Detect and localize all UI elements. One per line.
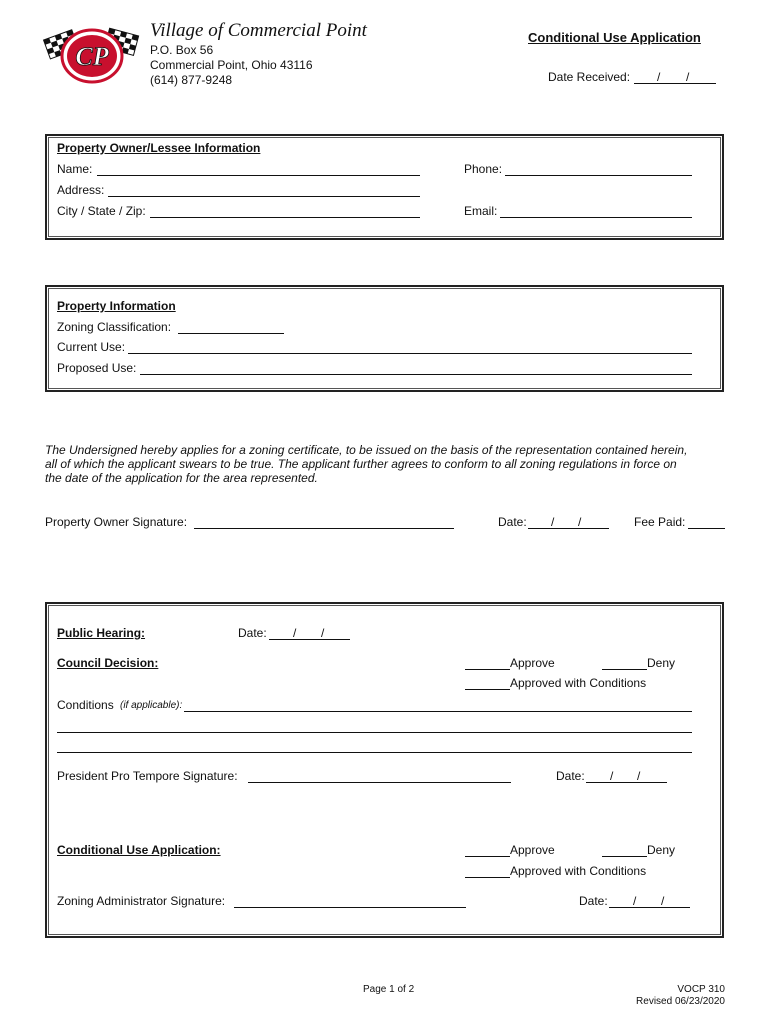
council-approve-blank[interactable]: [465, 669, 510, 670]
owner-email-label: Email:: [464, 204, 498, 218]
logo-lettering: CP: [75, 42, 109, 71]
zoning-classification-field[interactable]: [178, 333, 284, 334]
cu-approve-label: Approve: [510, 843, 555, 857]
owner-city-label: City / State / Zip:: [57, 204, 146, 218]
form-code: VOCP 310: [677, 984, 725, 995]
council-deny-label: Deny: [647, 656, 676, 670]
president-date-label: Date:: [556, 769, 585, 783]
page-number: Page 1 of 2: [363, 984, 415, 995]
village-name: Village of Commercial Point: [150, 20, 367, 41]
owner-date-field[interactable]: [528, 528, 609, 529]
owner-signature-label: Property Owner Signature:: [45, 515, 188, 529]
owner-date-sep-2: /: [578, 515, 582, 529]
admin-date-field[interactable]: [609, 907, 690, 908]
council-approved-conditions-blank[interactable]: [465, 689, 510, 690]
date-received-sep-1: /: [657, 70, 661, 84]
hearing-date-field[interactable]: [269, 639, 350, 640]
hearing-date-label: Date:: [238, 626, 267, 640]
cu-approved-conditions-blank[interactable]: [465, 877, 510, 878]
conditions-if-applicable: (if applicable):: [120, 700, 183, 711]
cu-application-label: Conditional Use Application:: [57, 843, 221, 857]
zoning-classification-label: Zoning Classification:: [57, 320, 172, 334]
president-date-sep-1: /: [610, 769, 614, 783]
owner-address-label: Address:: [57, 183, 105, 197]
president-signature-field[interactable]: [248, 782, 511, 783]
council-approved-conditions-label: Approved with Conditions: [510, 676, 647, 690]
village-logo: [42, 24, 142, 86]
admin-date-label: Date:: [579, 894, 608, 908]
conditions-label: Conditions: [57, 698, 114, 712]
owner-city-field[interactable]: [150, 217, 420, 218]
date-received-sep-2: /: [686, 70, 690, 84]
owner-name-label: Name:: [57, 162, 93, 176]
proposed-use-label: Proposed Use:: [57, 361, 137, 375]
conditions-field-1[interactable]: [184, 711, 692, 712]
hearing-date-sep-2: /: [321, 626, 325, 640]
current-use-field[interactable]: [128, 353, 692, 354]
fee-paid-label: Fee Paid:: [634, 515, 686, 529]
conditions-field-3[interactable]: [57, 752, 692, 753]
statement-line-1: The Undersigned hereby applies for a zoning certificate, to be issued on the basis of the representation contained herein,: [45, 443, 688, 457]
cu-approve-blank[interactable]: [465, 856, 510, 857]
zoning-admin-signature-field[interactable]: [234, 907, 466, 908]
owner-phone-label: Phone:: [464, 162, 503, 176]
owner-signature-field[interactable]: [194, 528, 454, 529]
public-hearing-label: Public Hearing:: [57, 626, 146, 640]
council-approve-label: Approve: [510, 656, 555, 670]
proposed-use-field[interactable]: [140, 374, 692, 375]
conditions-field-2[interactable]: [57, 732, 692, 733]
owner-phone-field[interactable]: [505, 175, 692, 176]
owner-date-sep-1: /: [551, 515, 555, 529]
president-signature-label: President Pro Tempore Signature:: [57, 769, 238, 783]
fee-paid-field[interactable]: [688, 528, 725, 529]
owner-address-field[interactable]: [108, 196, 420, 197]
admin-date-sep-2: /: [661, 894, 665, 908]
council-deny-blank[interactable]: [602, 669, 647, 670]
owner-name-field[interactable]: [97, 175, 420, 176]
zoning-admin-signature-label: Zoning Administrator Signature:: [57, 894, 226, 908]
council-decision-label: Council Decision:: [57, 656, 159, 670]
admin-date-sep-1: /: [633, 894, 637, 908]
current-use-label: Current Use:: [57, 340, 126, 354]
date-received-label: Date Received:: [548, 70, 631, 84]
hearing-date-sep-1: /: [293, 626, 297, 640]
property-section-heading: Property Information: [57, 299, 176, 313]
statement-line-2: all of which the applicant swears to be true. The applicant further agrees to conform to all zoning regulations in force on: [45, 457, 677, 471]
president-date-field[interactable]: [586, 782, 667, 783]
president-date-sep-2: /: [637, 769, 641, 783]
city-line: Commercial Point, Ohio 43116: [150, 58, 313, 72]
po-box: P.O. Box 56: [150, 43, 214, 57]
cu-deny-label: Deny: [647, 843, 676, 857]
revised-date: Revised 06/23/2020: [636, 996, 725, 1007]
owner-section-heading: Property Owner/Lessee Information: [57, 141, 261, 155]
owner-email-field[interactable]: [500, 217, 692, 218]
cu-approved-conditions-label: Approved with Conditions: [510, 864, 647, 878]
owner-date-label: Date:: [498, 515, 527, 529]
statement-line-3: the date of the application for the area represented.: [45, 471, 318, 485]
date-received-field[interactable]: [634, 83, 716, 84]
cu-deny-blank[interactable]: [602, 856, 647, 857]
village-phone: (614) 877-9248: [150, 73, 233, 87]
form-title: Conditional Use Application: [528, 30, 701, 45]
